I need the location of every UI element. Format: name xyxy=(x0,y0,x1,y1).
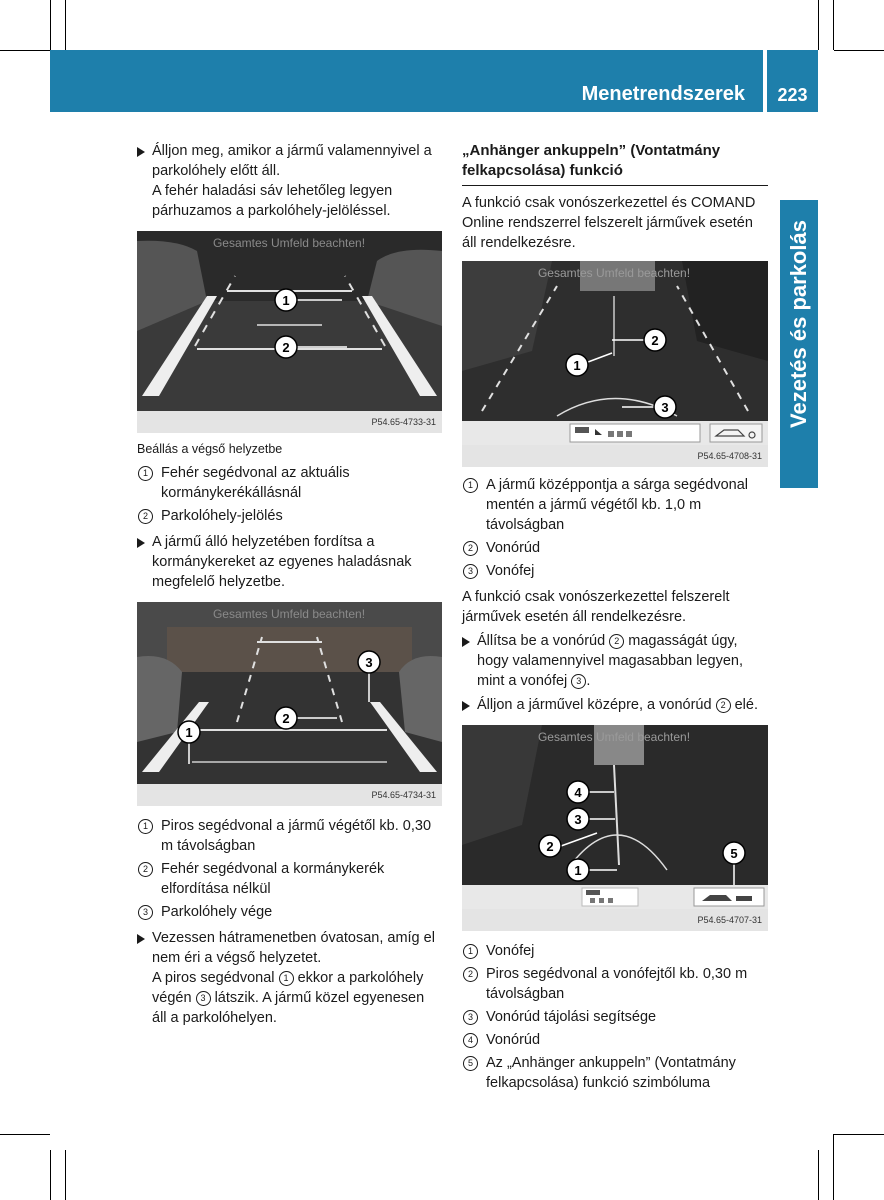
instruction-step xyxy=(462,695,768,715)
step-text: Álljon a járművel középre, a vonórúd 2 elé. xyxy=(477,697,758,713)
arrow-icon xyxy=(137,538,145,548)
svg-text:2: 2 xyxy=(282,711,290,726)
instruction-step xyxy=(462,631,768,691)
overlay-text: Gesamtes Umfeld beachten! xyxy=(212,236,366,250)
figure-code: P54.65-4708-31 xyxy=(462,445,768,467)
crop-mark xyxy=(0,50,50,51)
crop-mark xyxy=(834,50,884,51)
camera-status-bar xyxy=(462,885,768,909)
crop-mark xyxy=(833,1134,834,1200)
overlay-text: Gesamtes Umfeld beachten! xyxy=(212,607,366,621)
rear-camera-image xyxy=(137,602,442,784)
camera-figure xyxy=(137,602,442,806)
chapter-tab-label: Vezetés és parkolás xyxy=(786,220,811,428)
header-bar xyxy=(50,50,763,112)
camera-figure xyxy=(462,261,768,467)
legend-item: 3 Vonórúd tájolási segítsége xyxy=(462,1007,768,1027)
legend-item: 2 Parkolóhely-jelölés xyxy=(137,506,442,526)
svg-text:4: 4 xyxy=(574,785,582,800)
svg-text:3: 3 xyxy=(365,655,373,670)
crop-mark xyxy=(65,1150,66,1200)
intro-text: A funkció csak vonószerkezettel és COMAND Online rendszerrel felszerelt járművek esetén áll rendelkezésre. xyxy=(462,195,756,251)
legend-item: 1 A jármű középpontja a sárga segédvonal mentén a jármű végétől kb. 1,0 m távolságban xyxy=(462,475,768,535)
arrow-icon xyxy=(137,147,145,157)
instruction-step xyxy=(137,928,442,1028)
camera-figure xyxy=(462,725,768,931)
camera-figure xyxy=(137,231,442,433)
step-text: A fehér haladási sáv lehetőleg legyen párhuzamos a parkolóhely-jelöléssel. xyxy=(152,183,393,219)
arrow-icon xyxy=(137,934,145,944)
arrow-icon xyxy=(462,701,470,711)
figure-code: P54.65-4734-31 xyxy=(137,784,442,806)
note-text: A funkció csak vonószerkezettel felszerelt járművek esetén áll rendelkezésre. xyxy=(462,589,730,625)
crop-mark xyxy=(0,1134,50,1135)
left-column xyxy=(137,141,442,1032)
arrow-icon xyxy=(462,637,470,647)
chapter-tab-block xyxy=(780,448,818,488)
crop-mark xyxy=(50,0,51,50)
crop-mark xyxy=(833,0,834,50)
rear-camera-image xyxy=(462,725,768,885)
rear-camera-image xyxy=(462,261,768,421)
legend-item: 4 Vonórúd xyxy=(462,1030,768,1050)
crop-mark xyxy=(65,0,66,50)
legend-item: 1 Piros segédvonal a jármű végétől kb. 0,30 m távolságban xyxy=(137,816,442,856)
figure-code: P54.65-4733-31 xyxy=(137,411,442,433)
svg-text:3: 3 xyxy=(574,812,582,827)
page-number-box xyxy=(767,50,818,112)
svg-text:5: 5 xyxy=(730,846,738,861)
section-heading: „Anhänger ankuppeln” (Vontatmány felkapcsolása) funkció xyxy=(462,141,768,186)
right-column xyxy=(462,141,768,1096)
svg-text:1: 1 xyxy=(282,293,290,308)
rear-camera-image xyxy=(137,231,442,411)
step-text: A jármű álló helyzetében fordítsa a kormánykereket az egyenes haladásnak megfelelő helyzetbe. xyxy=(152,534,412,590)
legend-item: 2 Piros segédvonal a vonófejtől kb. 0,30 m távolságban xyxy=(462,964,768,1004)
legend-item: 2 Fehér segédvonal a kormánykerék elfordítása nélkül xyxy=(137,859,442,899)
svg-text:3: 3 xyxy=(661,400,669,415)
crop-mark xyxy=(834,1134,884,1135)
section-title: Menetrendszerek xyxy=(581,83,745,105)
crop-mark xyxy=(818,0,819,50)
overlay-text: Gesamtes Umfeld beachten! xyxy=(537,730,691,744)
crop-mark xyxy=(818,1150,819,1200)
legend-item: 5 Az „Anhänger ankuppeln” (Vontatmány felkapcsolása) funkció szimbóluma xyxy=(462,1053,768,1093)
legend-item: 3 Parkolóhely vége xyxy=(137,902,442,922)
legend-item: 3 Vonófej xyxy=(462,561,768,581)
camera-toolbar-icons xyxy=(462,421,768,445)
page-number: 223 xyxy=(777,85,808,105)
camera-toolbar-icons xyxy=(462,885,768,909)
figure-code: P54.65-4707-31 xyxy=(462,909,768,931)
step-text: Álljon meg, amikor a jármű valamennyivel a parkolóhely előtt áll. xyxy=(152,143,432,179)
legend-item: 1 Vonófej xyxy=(462,941,768,961)
svg-text:2: 2 xyxy=(651,333,659,348)
camera-status-bar xyxy=(462,421,768,445)
svg-text:1: 1 xyxy=(185,725,193,740)
crop-mark xyxy=(50,1150,51,1200)
svg-text:2: 2 xyxy=(282,340,290,355)
svg-text:1: 1 xyxy=(573,358,581,373)
legend-item: 2 Vonórúd xyxy=(462,538,768,558)
chapter-tab xyxy=(780,200,818,448)
svg-text:2: 2 xyxy=(546,839,554,854)
legend-item: 1 Fehér segédvonal az aktuális kormánykerékállásnál xyxy=(137,463,442,503)
figure-caption: Beállás a végső helyzetbe xyxy=(137,442,283,456)
step-text: A piros segédvonal 1 ekkor a parkolóhely végén 3 látszik. A jármű közel egyenesen áll a parkolóhelyen. xyxy=(152,970,425,1026)
step-text: Állítsa be a vonórúd 2 magasságát úgy, hogy valamennyivel magasabban legyen, mint a vonófej 3 . xyxy=(477,633,744,689)
instruction-step xyxy=(137,141,442,221)
step-text: Vezessen hátramenetben óvatosan, amíg el nem éri a végső helyzetet. xyxy=(152,930,435,966)
overlay-text: Gesamtes Umfeld beachten! xyxy=(537,266,691,280)
svg-text:1: 1 xyxy=(574,863,582,878)
instruction-step xyxy=(137,532,442,592)
